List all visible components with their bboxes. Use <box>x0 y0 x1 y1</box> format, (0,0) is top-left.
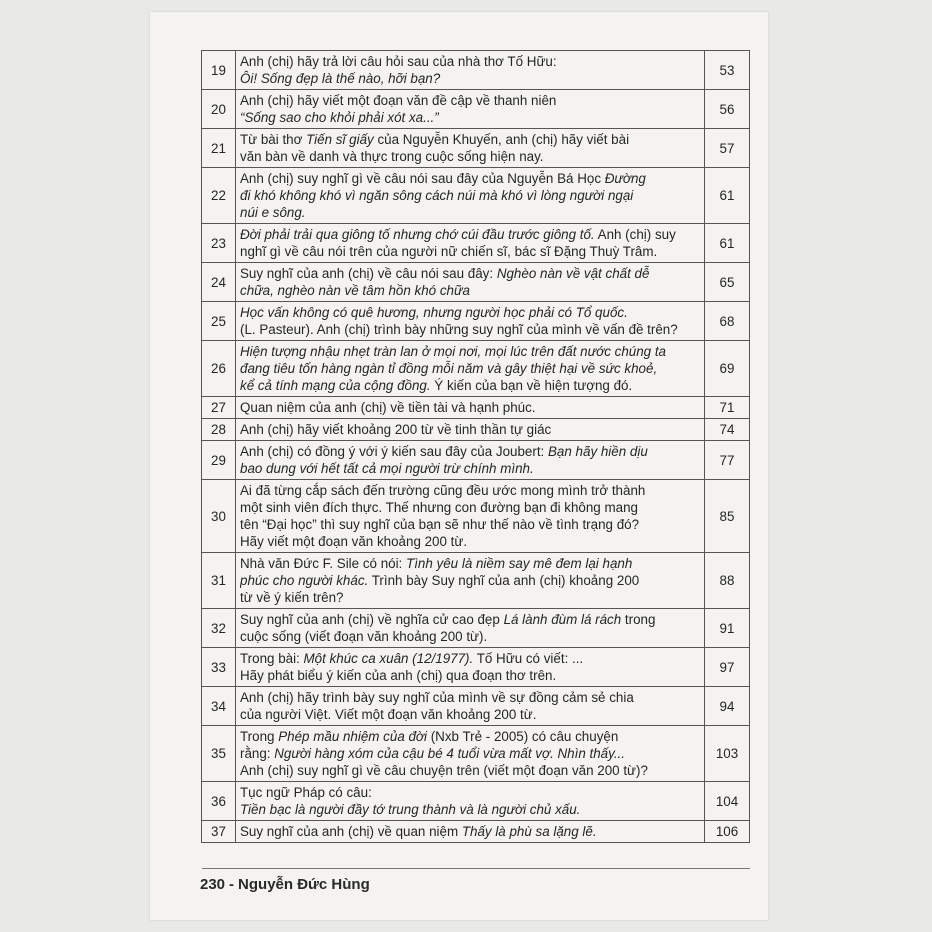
table-of-contents <box>201 50 750 843</box>
question-text-segment: trong <box>621 612 656 627</box>
quoted-text-italic: Tình yêu là niềm say mê đem lại hạnh <box>406 556 633 571</box>
question-text <box>236 821 705 843</box>
page-number: 57 <box>705 129 750 168</box>
quoted-text-italic: đi khó không khó vì ngăn sông cách núi mà khó vì lòng người ngại <box>240 188 634 203</box>
question-line <box>240 109 700 126</box>
table-row <box>202 224 750 263</box>
question-text <box>236 782 705 821</box>
page-number: 56 <box>705 90 750 129</box>
question-line <box>240 92 700 109</box>
page-number: 71 <box>705 397 750 419</box>
quoted-text-italic: chữa, nghèo nàn về tâm hồn khó chữa <box>240 283 470 298</box>
question-line <box>240 53 700 70</box>
question-line <box>240 282 700 299</box>
question-line <box>240 667 700 684</box>
question-number: 26 <box>202 341 236 397</box>
question-text <box>236 419 705 441</box>
question-text <box>236 441 705 480</box>
page-number: 104 <box>705 782 750 821</box>
table-row <box>202 648 750 687</box>
question-line <box>240 226 700 243</box>
question-line <box>240 304 700 321</box>
question-number: 25 <box>202 302 236 341</box>
quoted-text-italic: Tiền bạc là người đầy tớ trung thành và là người chủ xấu. <box>240 802 581 817</box>
book-page <box>150 12 768 920</box>
question-text-segment: Hãy phát biểu ý kiến của anh (chị) qua đoạn thơ trên. <box>240 668 557 683</box>
quoted-text-italic: Lá lành đùm lá rách <box>503 612 622 627</box>
table-row <box>202 726 750 782</box>
question-number: 29 <box>202 441 236 480</box>
question-number: 24 <box>202 263 236 302</box>
question-line <box>240 823 700 840</box>
question-number: 32 <box>202 609 236 648</box>
question-text-segment: (L. Pasteur). Anh (chị) trình bày những suy nghĩ của mình về vấn đề trên? <box>240 322 678 337</box>
table-row <box>202 480 750 553</box>
quoted-text-italic: Một khúc ca xuân (12/1977). <box>303 651 474 666</box>
table-row <box>202 263 750 302</box>
question-number: 36 <box>202 782 236 821</box>
quoted-text-italic: bao dung với hết tất cả mọi người trừ chính mình. <box>240 461 534 476</box>
quoted-text-italic: Đời phải trải qua giông tố nhưng chớ cúi đầu trước giông tố. <box>240 227 595 242</box>
question-line <box>240 589 700 606</box>
question-text-segment: Anh (chị) suy nghĩ gì về câu nói sau đây của Nguyễn Bá Học <box>240 171 605 186</box>
question-text-segment: Suy nghĩ của anh (chị) về quan niệm <box>240 824 462 839</box>
question-text-segment: Tục ngữ Pháp có câu: <box>240 785 372 800</box>
question-line <box>240 343 700 360</box>
page-number: 88 <box>705 553 750 609</box>
table-row <box>202 341 750 397</box>
question-text-segment: Suy nghĩ của anh (chị) về câu nói sau đây: <box>240 266 497 281</box>
question-text-segment: Nhà văn Đức F. Sile có nói: <box>240 556 407 571</box>
quoted-text-italic: núi e sông. <box>240 205 306 220</box>
question-line <box>240 650 700 667</box>
quoted-text-italic: đang tiêu tốn hàng ngàn tỉ đồng mỗi năm và gây thiệt hại về sức khoẻ, <box>240 361 658 376</box>
question-text <box>236 341 705 397</box>
table-row <box>202 782 750 821</box>
question-line <box>240 421 700 438</box>
quoted-text-italic: Phép mầu nhiệm của đời <box>278 729 427 744</box>
quoted-text-italic: Đường <box>604 171 646 186</box>
question-line <box>240 377 700 394</box>
question-text <box>236 397 705 419</box>
question-text-segment: Trình bày Suy nghĩ của anh (chị) khoảng 200 <box>368 573 640 588</box>
question-line <box>240 572 700 589</box>
question-number: 19 <box>202 51 236 90</box>
question-line <box>240 460 700 477</box>
table-row <box>202 129 750 168</box>
question-number: 30 <box>202 480 236 553</box>
quoted-text-italic: kể cả tính mạng của cộng đồng. <box>240 378 431 393</box>
question-text-segment: Quan niệm của anh (chị) về tiền tài và hạnh phúc. <box>240 400 536 415</box>
question-line <box>240 265 700 282</box>
quoted-text-italic: phúc cho người khác. <box>240 573 369 588</box>
question-number: 37 <box>202 821 236 843</box>
table-row <box>202 168 750 224</box>
footer-separator: - <box>229 876 235 893</box>
question-line <box>240 70 700 87</box>
quoted-text-italic: Người hàng xóm của cậu bé 4 tuổi vừa mất vợ. Nhìn thấy... <box>274 746 625 761</box>
question-text-segment: nghĩ gì về câu nói trên của người nữ chiến sĩ, bác sĩ Đặng Thuỳ Trâm. <box>240 244 658 259</box>
question-text-segment: Tố Hữu có viết: ... <box>473 651 584 666</box>
question-text <box>236 687 705 726</box>
page-number: 77 <box>705 441 750 480</box>
question-text-segment: cuộc sống (viết đoạn văn khoảng 200 từ). <box>240 629 488 644</box>
quoted-text-italic: “Sống sao cho khỏi phải xót xa...” <box>240 110 439 125</box>
page-number: 103 <box>705 726 750 782</box>
question-text-segment: Hãy viết một đoạn văn khoảng 200 từ. <box>240 534 468 549</box>
question-number: 31 <box>202 553 236 609</box>
question-text <box>236 90 705 129</box>
page-number: 74 <box>705 419 750 441</box>
page-number: 61 <box>705 224 750 263</box>
question-number: 35 <box>202 726 236 782</box>
question-text-segment: Anh (chị) suy nghĩ gì về câu chuyện trên (viết một đoạn văn 200 từ)? <box>240 763 648 778</box>
question-line <box>240 728 700 745</box>
question-text-segment: Anh (chị) hãy viết một đoạn văn đề cập về thanh niên <box>240 93 557 108</box>
question-line <box>240 131 700 148</box>
question-text-segment: (Nxb Trẻ - 2005) có câu chuyện <box>427 729 619 744</box>
question-text-segment: của người Việt. Viết một đoạn văn khoảng 200 từ. <box>240 707 537 722</box>
question-text-segment: một sinh viên đích thực. Thế nhưng con đường bạn đi không mang <box>240 500 638 515</box>
question-text <box>236 726 705 782</box>
quoted-text-italic: Nghèo nàn về vật chất dễ <box>496 266 650 281</box>
question-line <box>240 628 700 645</box>
table-row <box>202 302 750 341</box>
question-text-segment: Anh (chị) suy <box>594 227 676 242</box>
question-line <box>240 499 700 516</box>
question-text <box>236 168 705 224</box>
question-text <box>236 129 705 168</box>
table-row <box>202 441 750 480</box>
question-text-segment: từ về ý kiến trên? <box>240 590 344 605</box>
question-line <box>240 784 700 801</box>
question-line <box>240 762 700 779</box>
footer-author: Nguyễn Đức Hùng <box>238 876 370 893</box>
table-row <box>202 51 750 90</box>
table-row <box>202 397 750 419</box>
page-footer <box>200 876 370 893</box>
question-text-segment: của Nguyễn Khuyến, anh (chị) hãy viết bài <box>373 132 630 147</box>
question-number: 27 <box>202 397 236 419</box>
page-number: 91 <box>705 609 750 648</box>
question-line <box>240 360 700 377</box>
question-text-segment: rằng: <box>240 746 275 761</box>
question-text-segment: văn bàn về danh và thực trong cuộc sống hiện nay. <box>240 149 544 164</box>
question-text <box>236 51 705 90</box>
quoted-text-italic: Ôi! Sống đẹp là thế nào, hỡi bạn? <box>240 71 441 86</box>
toc-body <box>202 51 750 843</box>
table-row <box>202 821 750 843</box>
question-line <box>240 482 700 499</box>
question-line <box>240 187 700 204</box>
table-row <box>202 419 750 441</box>
question-line <box>240 516 700 533</box>
question-number: 21 <box>202 129 236 168</box>
quoted-text-italic: Thấy là phù sa lặng lẽ. <box>461 824 597 839</box>
question-line <box>240 555 700 572</box>
question-text <box>236 302 705 341</box>
question-number: 33 <box>202 648 236 687</box>
question-text-segment: Anh (chị) hãy trả lời câu hỏi sau của nhà thơ Tố Hữu: <box>240 54 557 69</box>
page-number: 61 <box>705 168 750 224</box>
question-text <box>236 224 705 263</box>
question-text-segment: Trong <box>240 729 279 744</box>
question-line <box>240 533 700 550</box>
question-text-segment: Suy nghĩ của anh (chị) về nghĩa cử cao đẹp <box>240 612 504 627</box>
question-number: 23 <box>202 224 236 263</box>
question-text <box>236 648 705 687</box>
quoted-text-italic: Học vấn không có quê hương, nhưng người học phải có Tổ quốc. <box>240 305 628 320</box>
page-number: 106 <box>705 821 750 843</box>
page-number: 69 <box>705 341 750 397</box>
quoted-text-italic: Tiến sĩ giấy <box>306 132 374 147</box>
question-text-segment: Ý kiến của bạn về hiện tượng đó. <box>430 378 633 393</box>
question-text-segment: Anh (chị) hãy trình bày suy nghĩ của mình về sự đồng cảm sẻ chia <box>240 690 634 705</box>
page-number: 85 <box>705 480 750 553</box>
question-text <box>236 480 705 553</box>
question-text-segment: Ai đã từng cắp sách đến trường cũng đều ước mong mình trở thành <box>240 483 646 498</box>
footer-page-number: 230 <box>200 876 226 893</box>
page-number: 53 <box>705 51 750 90</box>
question-line <box>240 321 700 338</box>
question-number: 20 <box>202 90 236 129</box>
question-number: 34 <box>202 687 236 726</box>
question-line <box>240 243 700 260</box>
question-line <box>240 148 700 165</box>
page-number: 97 <box>705 648 750 687</box>
question-line <box>240 170 700 187</box>
question-number: 28 <box>202 419 236 441</box>
table-row <box>202 609 750 648</box>
question-text <box>236 263 705 302</box>
question-line <box>240 204 700 221</box>
table-row <box>202 90 750 129</box>
question-line <box>240 801 700 818</box>
question-line <box>240 611 700 628</box>
page-number: 94 <box>705 687 750 726</box>
question-text <box>236 553 705 609</box>
quoted-text-italic: Bạn hãy hiền dịu <box>548 444 648 459</box>
page-number: 68 <box>705 302 750 341</box>
question-line <box>240 399 700 416</box>
question-text-segment: Từ bài thơ <box>240 132 307 147</box>
table-row <box>202 553 750 609</box>
question-line <box>240 706 700 723</box>
question-text-segment: Anh (chị) có đồng ý với ý kiến sau đây của Joubert: <box>240 444 548 459</box>
question-line <box>240 443 700 460</box>
question-text <box>236 609 705 648</box>
question-number: 22 <box>202 168 236 224</box>
page-number: 65 <box>705 263 750 302</box>
question-text-segment: Anh (chị) hãy viết khoảng 200 từ về tinh thần tự giác <box>240 422 552 437</box>
question-line <box>240 689 700 706</box>
question-text-segment: tên “Đại học” thì suy nghĩ của bạn sẽ như thế nào về tình trạng đó? <box>240 517 640 532</box>
footer-divider <box>202 868 750 869</box>
quoted-text-italic: Hiện tượng nhậu nhẹt tràn lan ở mọi nơi, mọi lúc trên đất nước chúng ta <box>240 344 667 359</box>
question-line <box>240 745 700 762</box>
table-row <box>202 687 750 726</box>
question-text-segment: Trong bài: <box>240 651 304 666</box>
